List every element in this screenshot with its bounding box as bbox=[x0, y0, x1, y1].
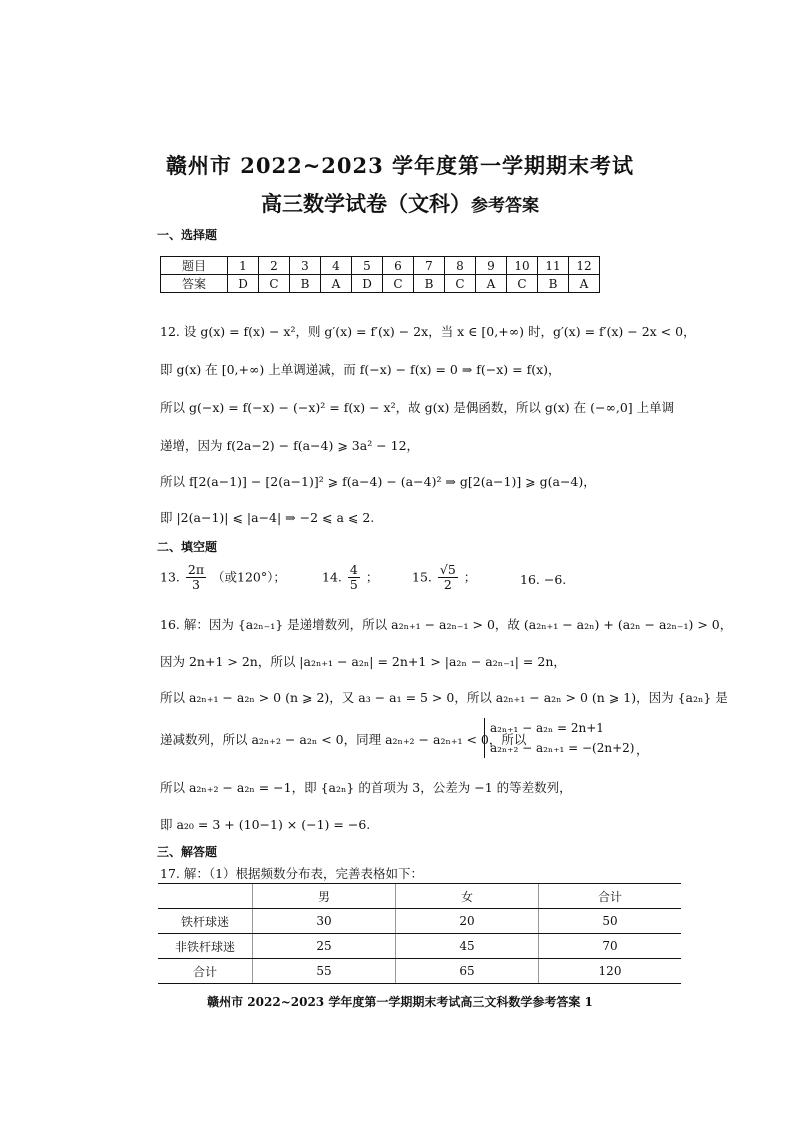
answer-table-row-numbers bbox=[161, 257, 600, 275]
fraction-numerator: 2π bbox=[187, 562, 205, 577]
table-cell: 45 bbox=[396, 934, 539, 959]
table-cell: 铁杆球迷 bbox=[158, 909, 253, 934]
equation-system bbox=[484, 718, 634, 758]
fraction-numerator: 4 bbox=[349, 562, 358, 577]
answer-value: A bbox=[569, 275, 600, 293]
page-subtitle bbox=[0, 188, 800, 218]
fill-answer-15 bbox=[412, 563, 476, 593]
section-heading-fill: 二、填空题 bbox=[157, 540, 218, 554]
contingency-table bbox=[158, 883, 681, 984]
q16-line: 即 a₂₀ = 3 + (10−1) × (−1) = −6. bbox=[160, 817, 371, 832]
q12-line: 即 g(x) 在 [0,+∞) 上单调递减，而 f(−x) − f(x) = 0 ⇒ f(−x) = f(x)， bbox=[160, 362, 561, 377]
page-title: 赣州市 2022~2023 学年度第一学期期末考试 bbox=[165, 153, 635, 178]
table-cell: 非铁杆球迷 bbox=[158, 934, 253, 959]
table-cell: 120 bbox=[539, 959, 682, 984]
table-cell: 20 bbox=[396, 909, 539, 934]
fraction-denominator: 2 bbox=[443, 577, 452, 593]
answer-value: B bbox=[538, 275, 569, 293]
equation-line: a₂ₙ₊₂ − a₂ₙ₊₁ = −(2n+2) bbox=[490, 741, 635, 755]
answer-number: 6 bbox=[383, 257, 414, 275]
answer-value: D bbox=[352, 275, 383, 293]
answer-number: 5 bbox=[352, 257, 383, 275]
table-cell: 65 bbox=[396, 959, 539, 984]
q17-intro: 17. 解：（1）根据频数分布表，完善表格如下： bbox=[160, 866, 424, 881]
answer-number: 8 bbox=[445, 257, 476, 275]
fill-answer-13 bbox=[160, 563, 286, 593]
fill-label-13: 13. bbox=[160, 569, 180, 585]
fraction-numerator: √5 bbox=[439, 562, 456, 577]
answer-value: A bbox=[321, 275, 352, 293]
q16-line: 所以 a₂ₙ₊₁ − a₂ₙ > 0 (n ⩾ 2)，又 a₃ − a₁ = 5 > 0，所以 a₂ₙ₊₁ − a₂ₙ > 0 (n ⩾ 1)，因为 {a₂ₙ} 是 bbox=[160, 690, 728, 705]
equation-line: a₂ₙ₊₁ − a₂ₙ = 2n+1 bbox=[490, 721, 604, 735]
fill-label-14: 14. bbox=[322, 569, 342, 585]
answer-table-label: 题目 bbox=[161, 257, 228, 275]
answer-number: 4 bbox=[321, 257, 352, 275]
q16-line-text: 递减数列，所以 a₂ₙ₊₂ − a₂ₙ < 0，同理 a₂ₙ₊₂ − a₂ₙ₊₁ < 0，所以 bbox=[160, 732, 527, 747]
answer-number: 9 bbox=[476, 257, 507, 275]
answer-number: 3 bbox=[290, 257, 321, 275]
answer-value: D bbox=[228, 275, 259, 293]
answer-value: A bbox=[476, 275, 507, 293]
answer-table-label: 答案 bbox=[161, 275, 228, 293]
section-heading-choice: 一、选择题 bbox=[157, 228, 218, 242]
fraction bbox=[348, 563, 360, 593]
fraction-denominator: 5 bbox=[349, 577, 358, 593]
table-cell: 70 bbox=[539, 934, 682, 959]
table-header-row bbox=[158, 884, 681, 909]
fill-answer-16: 16. −6. bbox=[520, 572, 567, 587]
fill-answer-14 bbox=[322, 563, 378, 593]
q16-line: 所以 a₂ₙ₊₂ − a₂ₙ = −1，即 {a₂ₙ} 的首项为 3，公差为 −1 的等差数列， bbox=[160, 780, 572, 795]
q12-line: 所以 f[2(a−1)] − [2(a−1)]² ⩾ f(a−4) − (a−4)² ⇒ g[2(a−1)] ⩾ g(a−4)， bbox=[160, 474, 596, 489]
table-cell: 25 bbox=[253, 934, 396, 959]
table-cell: 55 bbox=[253, 959, 396, 984]
q16-line: 因为 2n+1 > 2n，所以 |a₂ₙ₊₁ − a₂ₙ| = 2n+1 > |a₂ₙ − a₂ₙ₋₁| = 2n， bbox=[160, 654, 566, 669]
table-header-cell bbox=[158, 884, 253, 909]
answer-value: C bbox=[507, 275, 538, 293]
q12-line: 所以 g(−x) = f(−x) − (−x)² = f(x) − x²，故 g(x) 是偶函数，所以 g(x) 在 (−∞,0] 上单调 bbox=[160, 400, 675, 415]
q12-line: 即 |2(a−1)| ⩽ |a−4| ⇒ −2 ⩽ a ⩽ 2. bbox=[160, 510, 375, 525]
answer-value: B bbox=[414, 275, 445, 293]
page-footer: 赣州市 2022~2023 学年度第一学期期末考试高三文科数学参考答案 1 bbox=[207, 995, 593, 1009]
table-header-cell: 合计 bbox=[539, 884, 682, 909]
answer-number: 1 bbox=[228, 257, 259, 275]
table-row bbox=[158, 959, 681, 984]
fill-suffix-14: ； bbox=[365, 569, 379, 585]
q16-line: 16. 解：因为 {a₂ₙ₋₁} 是递增数列，所以 a₂ₙ₊₁ − a₂ₙ₋₁ > 0，故 (a₂ₙ₊₁ − a₂ₙ) + (a₂ₙ − a₂ₙ₋₁) > 0， bbox=[160, 617, 733, 632]
section-heading-solution: 三、解答题 bbox=[157, 845, 218, 859]
fill-label-15: 15. bbox=[412, 569, 432, 585]
table-header-cell: 男 bbox=[253, 884, 396, 909]
fraction bbox=[438, 563, 458, 593]
table-header-cell: 女 bbox=[396, 884, 539, 909]
answer-number: 11 bbox=[538, 257, 569, 275]
table-cell: 50 bbox=[539, 909, 682, 934]
answer-value: C bbox=[383, 275, 414, 293]
table-row bbox=[158, 934, 681, 959]
table-cell: 30 bbox=[253, 909, 396, 934]
table-row bbox=[158, 909, 681, 934]
answer-value: C bbox=[445, 275, 476, 293]
answer-number: 2 bbox=[259, 257, 290, 275]
answer-number: 12 bbox=[569, 257, 600, 275]
fraction bbox=[186, 563, 206, 593]
answer-table-row-answers bbox=[161, 275, 600, 293]
subtitle-main: 高三数学试卷（文科） bbox=[261, 191, 471, 216]
answer-table bbox=[160, 256, 600, 293]
fraction-denominator: 3 bbox=[191, 577, 200, 593]
subtitle-suffix: 参考答案 bbox=[471, 196, 539, 216]
answer-value: C bbox=[259, 275, 290, 293]
equation-system-end: ， bbox=[636, 742, 649, 757]
fill-alt-13: （或120°）； bbox=[212, 569, 286, 585]
answer-number: 7 bbox=[414, 257, 445, 275]
answer-value: B bbox=[290, 275, 321, 293]
q12-line: 递增，因为 f(2a−2) − f(a−4) ⩾ 3a² − 12， bbox=[160, 438, 420, 453]
q12-line: 12. 设 g(x) = f(x) − x²，则 g′(x) = f′(x) − 2x，当 x ∈ [0,+∞) 时，g′(x) = f′(x) − 2x < 0， bbox=[160, 324, 696, 339]
q16-line bbox=[160, 730, 526, 748]
answer-number: 10 bbox=[507, 257, 538, 275]
table-cell: 合计 bbox=[158, 959, 253, 984]
fill-suffix-15: ； bbox=[463, 569, 477, 585]
